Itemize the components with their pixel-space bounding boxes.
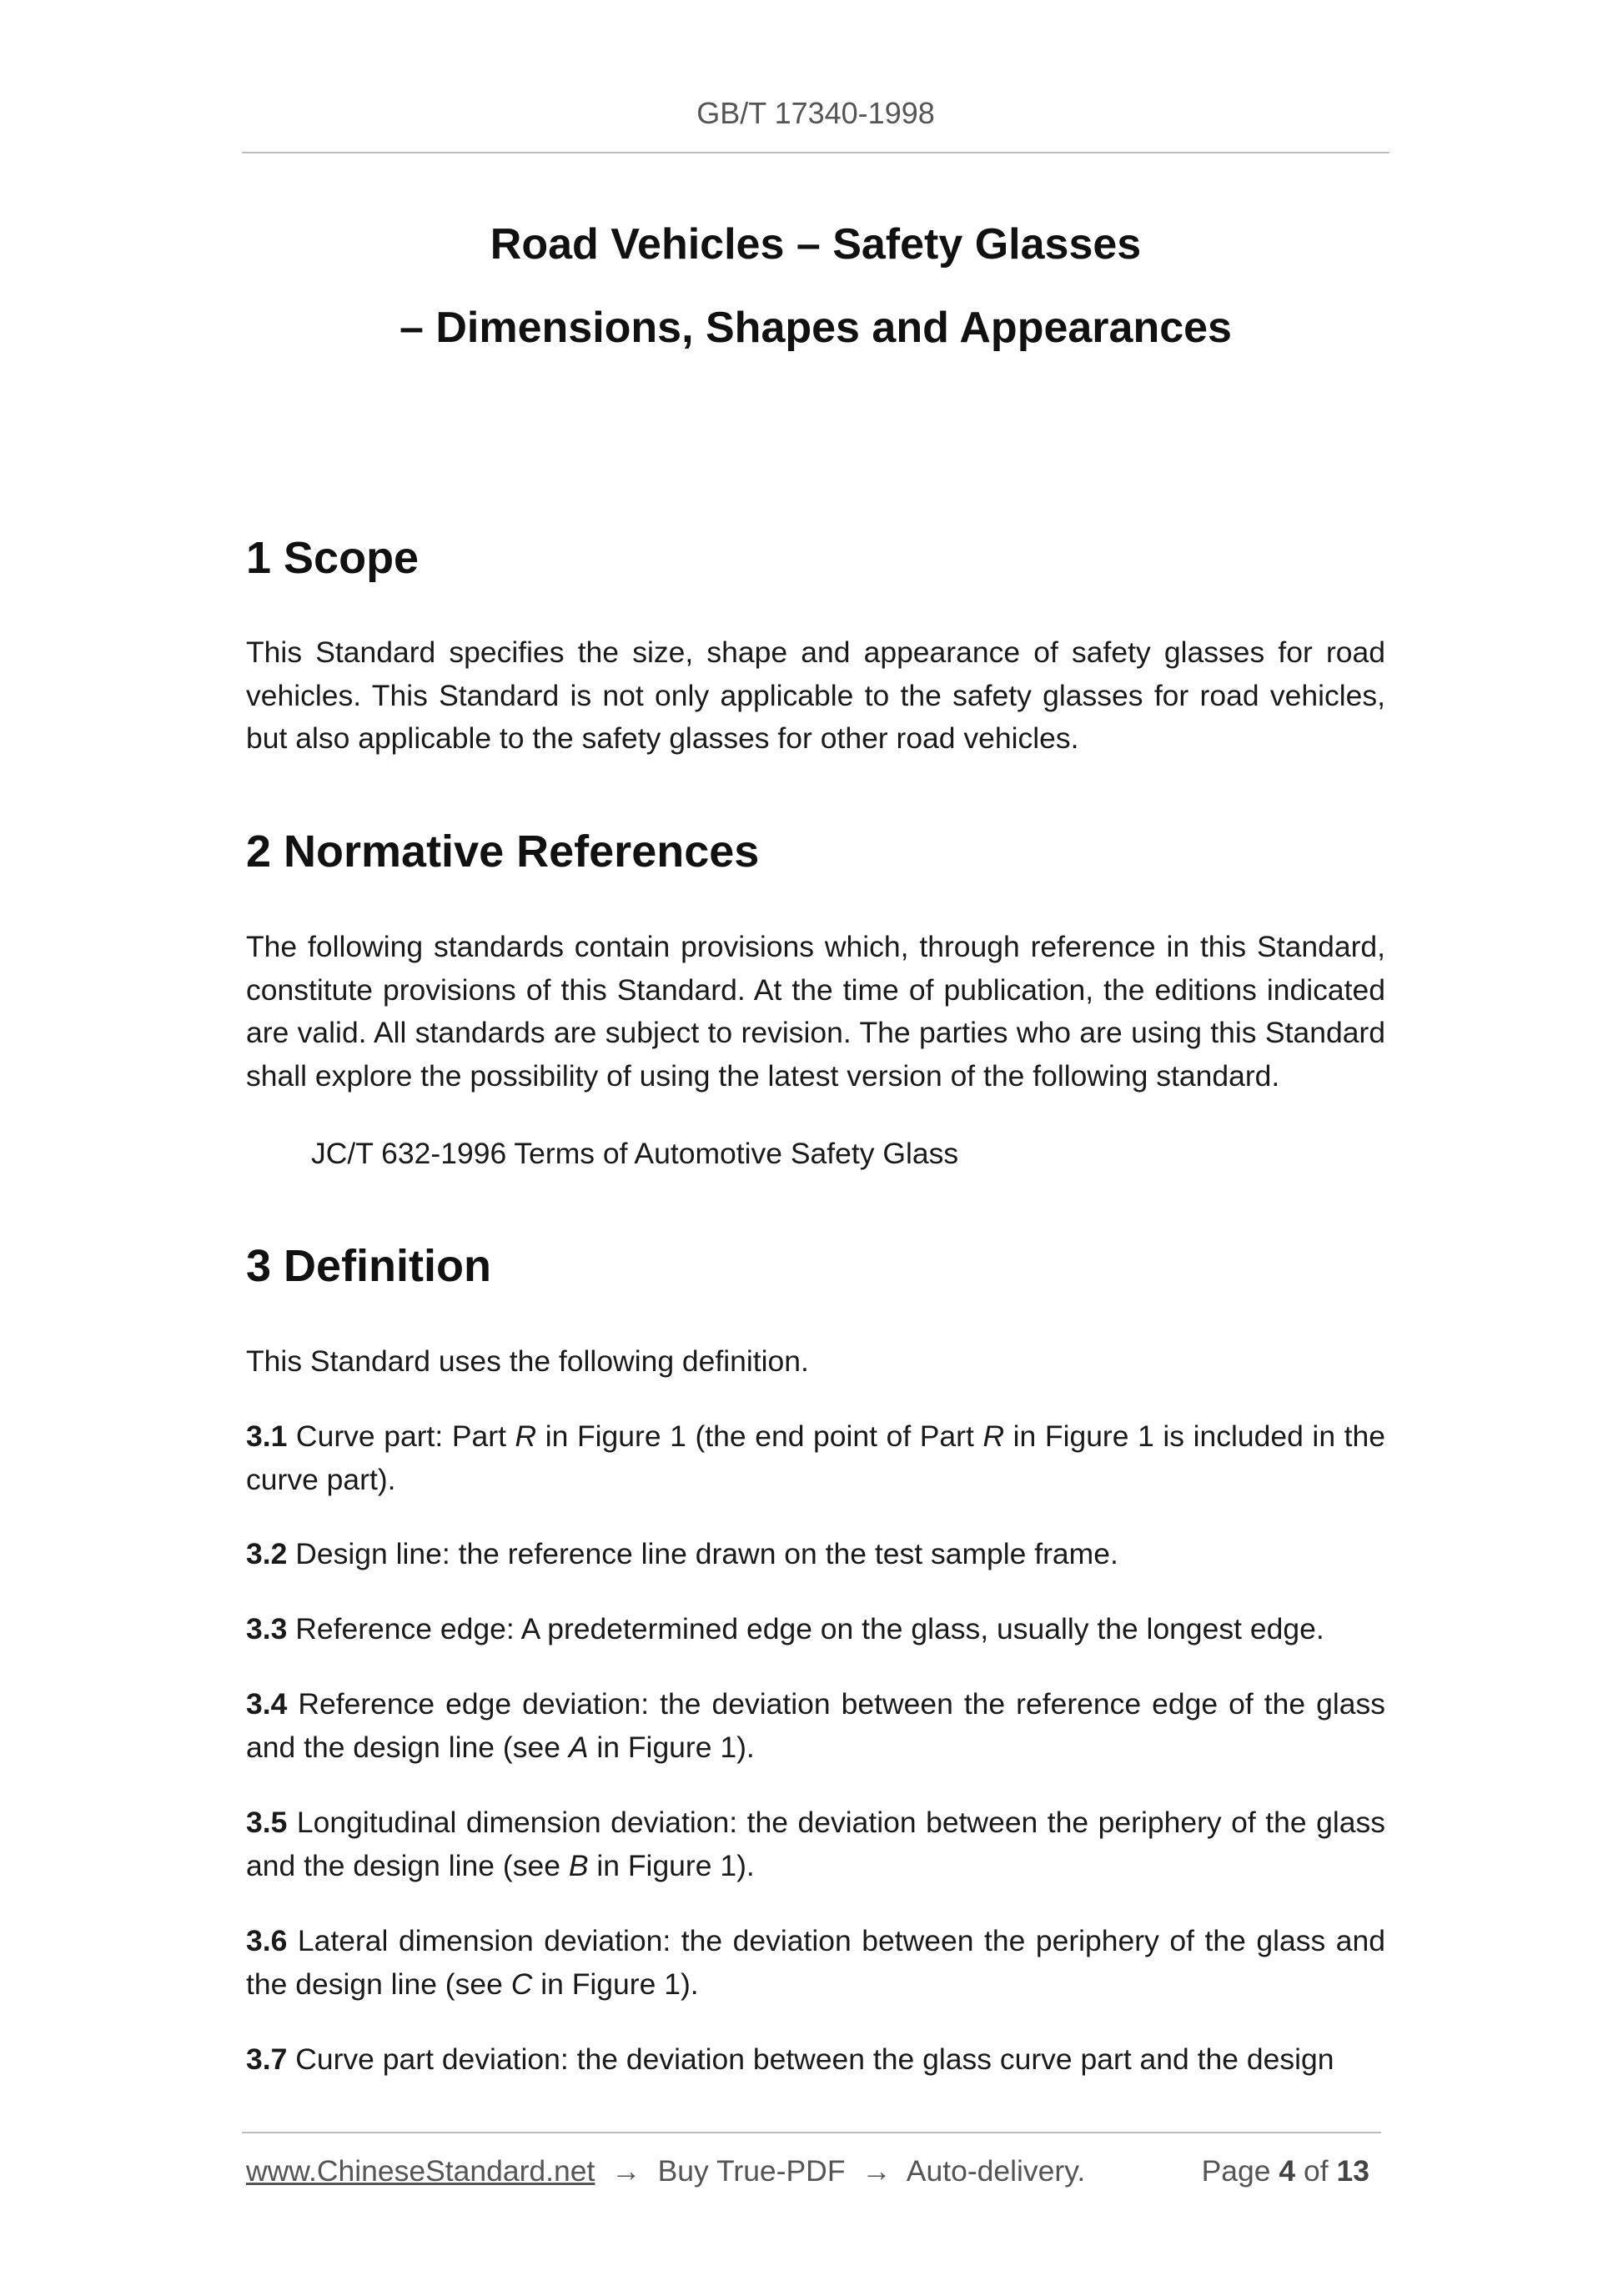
normative-references-paragraph: The following standards contain provisions which, through reference in this Standard, constitute provisions of this Standard. At the time of publication, the editions indicated are valid. All standards are subject to revision. The parties who are using this Standard shall explore the possibility of using the latest version of the following standard. xyxy=(246,930,1385,1093)
section-heading-definition: 3 Definition xyxy=(246,1241,491,1291)
definition-item-3-3: 3.3 Reference edge: A predetermined edge on the glass, usually the longest edge. xyxy=(246,1612,1324,1645)
website-link[interactable]: www.ChineseStandard.net xyxy=(246,2154,595,2188)
definition-item-3-4: 3.4 Reference edge deviation: the deviation between the reference edge of the glass and the design line (see A in Figure 1). xyxy=(246,1687,1385,1764)
section-heading-scope: 1 Scope xyxy=(246,533,420,583)
page-indicator xyxy=(1202,2154,1369,2188)
definition-number: 3.5 xyxy=(246,1806,288,1839)
definition-number: 3.3 xyxy=(246,1612,288,1645)
of-label: of xyxy=(1304,2154,1329,2188)
definition-item-3-6: 3.6 Lateral dimension deviation: the deviation between the periphery of the glass and the design line (see C in Figure 1). xyxy=(246,1924,1385,2001)
document-title-line-1: Road Vehicles – Safety Glasses xyxy=(490,220,1142,269)
definition-intro: This Standard uses the following definition. xyxy=(246,1344,809,1378)
definition-number: 3.1 xyxy=(246,1419,288,1453)
definition-item-3-2: 3.2 Design line: the reference line drawn on the test sample frame. xyxy=(246,1537,1118,1570)
normative-reference-item: JC/T 632-1996 Terms of Automotive Safety Glass xyxy=(311,1137,959,1170)
definition-number: 3.6 xyxy=(246,1924,288,1957)
definition-item-3-1: 3.1 Curve part: Part R in Figure 1 (the end point of Part R in Figure 1 is included in the curve part). xyxy=(246,1419,1385,1496)
current-page-number: 4 xyxy=(1279,2154,1296,2188)
definition-number: 3.7 xyxy=(246,2042,288,2076)
scope-paragraph: This Standard specifies the size, shape and appearance of safety glasses for road vehicles. This Standard is not only applicable to the safety glasses for road vehicles, but also applicable to the safety glasses for other road vehicles. xyxy=(246,636,1385,755)
footer-promo xyxy=(246,2154,1085,2188)
auto-delivery-text: Auto-delivery. xyxy=(906,2154,1086,2188)
definition-item-3-7: 3.7 Curve part deviation: the deviation between the glass curve part and the design xyxy=(246,2042,1334,2076)
arrow-right-icon: → xyxy=(862,2154,892,2188)
total-page-count: 13 xyxy=(1336,2154,1369,2188)
page-label: Page xyxy=(1201,2154,1271,2188)
footer-divider xyxy=(242,2132,1381,2133)
buy-true-pdf-text: Buy True-PDF xyxy=(657,2154,846,2188)
section-heading-normative-references: 2 Normative References xyxy=(246,826,760,877)
definition-item-3-5: 3.5 Longitudinal dimension deviation: the deviation between the periphery of the glass and the design line (see B in Figure 1). xyxy=(246,1806,1385,1882)
definition-number: 3.4 xyxy=(246,1687,288,1721)
document-code-header: GB/T 17340-1998 xyxy=(696,96,935,130)
header-divider xyxy=(242,152,1389,153)
definition-number: 3.2 xyxy=(246,1537,288,1570)
arrow-right-icon: → xyxy=(611,2154,641,2188)
document-title-line-2: – Dimensions, Shapes and Appearances xyxy=(399,304,1232,352)
